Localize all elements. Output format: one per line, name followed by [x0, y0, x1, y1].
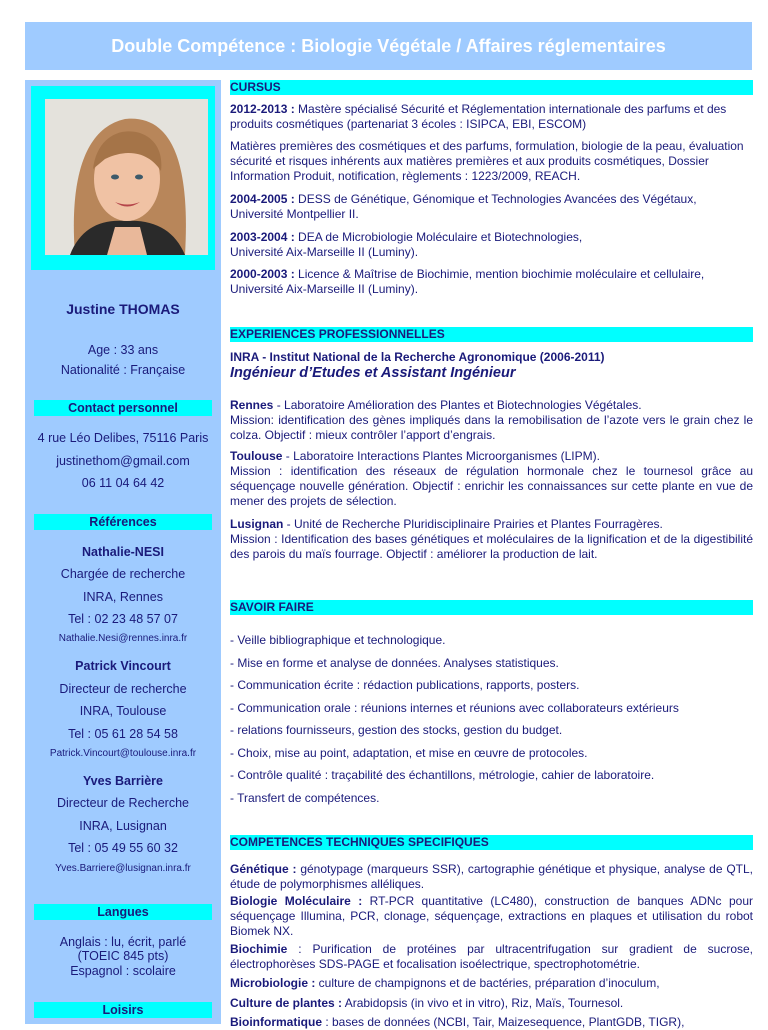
list-item: - Transfert de compétences.: [230, 791, 380, 805]
contact-phone: 06 11 04 64 42: [81, 476, 165, 490]
list-item: - Choix, mise au point, adaptation, et mise en œuvre de protocoles.: [230, 746, 588, 760]
reference-name: Yves Barrière: [83, 774, 163, 788]
references-heading: Références: [34, 514, 212, 530]
language-english: Anglais : lu, écrit, parlé: [59, 935, 187, 949]
nationality: Nationalité : Française: [60, 363, 186, 377]
hobbies-heading: Loisirs: [34, 1002, 212, 1018]
reference-name: Patrick Vincourt: [75, 659, 171, 673]
reference-email[interactable]: Patrick.Vincourt@toulouse.inra.fr: [49, 748, 197, 759]
technical-heading: COMPETENCES TECHNIQUES SPECIFIQUES: [230, 835, 753, 850]
cv-title: Double Compétence : Biologie Végétale / Affaires réglementaires: [111, 35, 666, 56]
reference-email[interactable]: Yves.Barriere@lusignan.inra.fr: [55, 863, 191, 874]
reference-name: Nathalie-NESI: [82, 545, 164, 559]
reference-email[interactable]: Nathalie.Nesi@rennes.inra.fr: [58, 633, 188, 644]
technical-item: Culture de plantes : Arabidopsis (in vivo et in vitro), Riz, Maïs, Tournesol.: [230, 996, 624, 1010]
contact-heading: Contact personnel: [34, 400, 212, 416]
reference-org: INRA, Toulouse: [79, 704, 167, 718]
experience-site: Rennes - Laboratoire Amélioration des Plantes et Biotechnologies Végétales. Mission: identification des gènes impliqués dans la remobilisation de l’azote vers le grain chez le colza. Objectif : mieux contrôler l’apport d’engrais.: [230, 398, 753, 442]
language-toeic: (TOEIC 845 pts): [77, 949, 169, 963]
list-item: - Mise en forme et analyse de données. Analyses statistiques.: [230, 656, 559, 670]
age: Age : 33 ans: [87, 343, 159, 357]
candidate-name: Justine THOMAS: [66, 301, 180, 317]
language-spanish: Espagnol : scolaire: [70, 964, 176, 978]
portrait-image: [45, 99, 208, 255]
skills-heading: SAVOIR FAIRE: [230, 600, 753, 615]
technical-item: Biologie Moléculaire : RT-PCR quantitative (LC480), construction de banques ADNc pour séquençage Illumina, PCR, clonage, séquençage, extractions en plaques et utilisation du robot Biomek NX.: [230, 894, 754, 938]
technical-item: Biochimie : Purification de protéines par ultracentrifugation sur gradient de sucrose, électrophorèses SDS-PAGE et focalisation isoélectrique, spectrophotométrie.: [230, 942, 753, 971]
cursus-entry: 2003-2004 : DEA de Microbiologie Moléculaire et Biotechnologies, Université Aix-Marseille II (Luminy).: [230, 230, 583, 259]
experience-site: Toulouse - Laboratoire Interactions Plantes Microorganismes (LIPM). Mission : identification des réseaux de régulation hormonale chez le tournesol grâce au séquençage nouvelle génération. Objectif : enrichir les connaissances sur cette plante en vue de mener des projets de sélection.: [230, 449, 753, 508]
experience-heading: EXPERIENCES PROFESSIONNELLES: [230, 327, 753, 342]
list-item: - Communication orale : réunions internes et réunions avec collaborateurs extérieurs: [230, 701, 679, 715]
cursus-entry: 2000-2003 : Licence & Maîtrise de Biochimie, mention biochimie moléculaire et cellulaire, Université Aix-Marseille II (Luminy).: [230, 267, 705, 296]
cursus-entry: 2012-2013 : Mastère spécialisé Sécurité et Réglementation internationale des parfums et des produits cosmétiques (partenariat 3 écoles : ISIPCA, EBI, ESCOM): [230, 102, 727, 131]
job-title: Ingénieur d’Etudes et Assistant Ingénieur: [230, 365, 516, 381]
list-item: - relations fournisseurs, gestion des stocks, gestion du budget.: [230, 723, 563, 737]
photo-frame: [31, 86, 215, 270]
experience-site: Lusignan - Unité de Recherche Pluridisciplinaire Prairies et Plantes Fourragères. Mission : Identification des bases génétiques et moléculaires de la lignification et de la digestibilité des parois du maïs fourrage. Objectif : améliorer la production de lait.: [230, 517, 753, 561]
reference-org: INRA, Rennes: [83, 590, 163, 604]
list-item: - Communication écrite : rédaction publications, rapports, posters.: [230, 678, 580, 692]
reference-role: Directeur de recherche: [59, 682, 187, 696]
contact-email[interactable]: justinethom@gmail.com: [56, 454, 190, 468]
reference-tel: Tel : 02 23 48 57 07: [68, 612, 178, 626]
cursus-heading: CURSUS: [230, 80, 753, 95]
cv-header: [25, 22, 752, 70]
contact-address: 4 rue Léo Delibes, 75116 Paris: [37, 431, 209, 445]
sidebar: [25, 80, 221, 1024]
list-item: - Contrôle qualité : traçabilité des échantillons, métrologie, cahier de laboratoire.: [230, 768, 655, 782]
reference-tel: Tel : 05 61 28 54 58: [68, 727, 178, 741]
cursus-entry: Matières premières des cosmétiques et des parfums, formulation, biologie de la peau, évaluation sécurité et risques inhérents aux matières premières et aux produits cosmétiques, Dossier Information Produit, notification, règlements : 1223/2009, REACH.: [230, 139, 744, 183]
cursus-entry: 2004-2005 : DESS de Génétique, Génomique et Technologies Avancées des Végétaux, Université Montpellier II.: [230, 192, 697, 221]
technical-item: Microbiologie : culture de champignons et de bactéries, préparation d’inoculum,: [230, 976, 660, 990]
reference-org: INRA, Lusignan: [79, 819, 167, 833]
technical-item: Bioinformatique : bases de données (NCBI, Tair, Maizesequence, PlantGDB, TIGR),: [230, 1015, 685, 1029]
technical-item: Génétique : génotypage (marqueurs SSR), cartographie génétique et physique, analyse de QTL, étude de polymorphismes alléliques.: [230, 862, 753, 891]
list-item: - Veille bibliographique et technologique.: [230, 633, 446, 647]
reference-role: Chargée de recherche: [60, 567, 186, 581]
reference-tel: Tel : 05 49 55 60 32: [68, 841, 178, 855]
profile-photo: [45, 99, 208, 255]
employer: INRA - Institut National de la Recherche Agronomique (2006-2011): [230, 350, 605, 364]
reference-role: Directeur de Recherche: [56, 796, 189, 810]
languages-heading: Langues: [34, 904, 212, 920]
